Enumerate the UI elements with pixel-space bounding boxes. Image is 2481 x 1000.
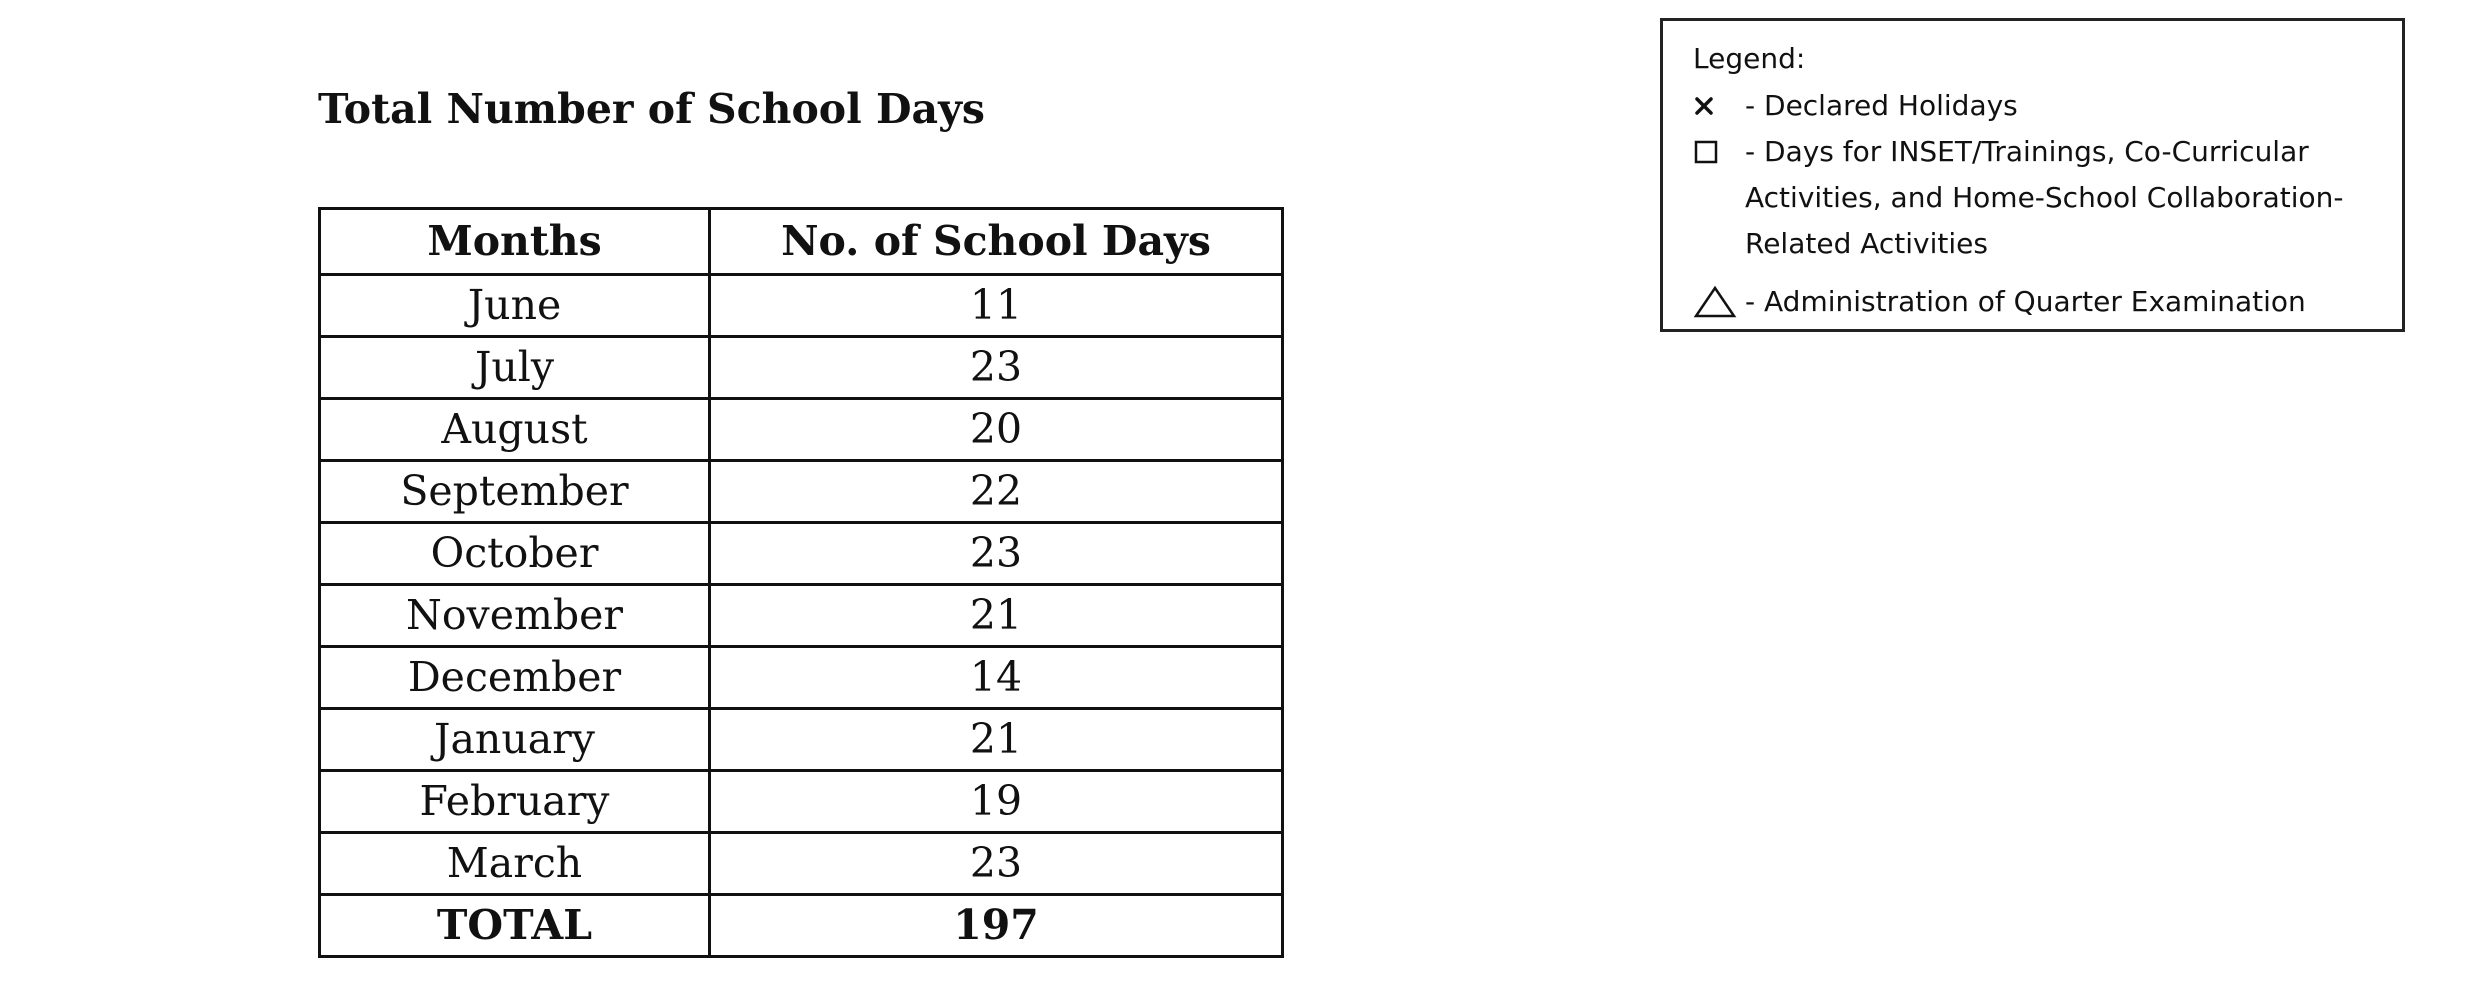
school-days-cell: 14 (710, 647, 1283, 709)
column-header-school-days: No. of School Days (710, 209, 1283, 275)
legend-item-text: - Administration of Quarter Examination (1745, 285, 2306, 318)
month-cell: September (320, 461, 710, 523)
month-cell: October (320, 523, 710, 585)
page-title: Total Number of School Days (318, 85, 986, 133)
school-days-cell: 22 (710, 461, 1283, 523)
legend-item-declared-holidays (1693, 83, 2374, 129)
legend-title: Legend: (1693, 42, 1806, 75)
table-row (320, 523, 1283, 585)
school-days-cell: 21 (710, 585, 1283, 647)
column-header-months: Months (320, 209, 710, 275)
table-row (320, 275, 1283, 337)
table-header-row (320, 209, 1283, 275)
month-cell: July (320, 337, 710, 399)
month-cell: March (320, 833, 710, 895)
school-days-cell: 11 (710, 275, 1283, 337)
month-cell: December (320, 647, 710, 709)
triangle-icon (1693, 279, 1745, 325)
table-row (320, 709, 1283, 771)
legend-item-inset-trainings (1693, 129, 2374, 267)
total-label: TOTAL (320, 895, 710, 957)
school-days-cell: 20 (710, 399, 1283, 461)
legend-item-quarter-examination (1693, 279, 2374, 325)
table-row (320, 337, 1283, 399)
total-row (320, 895, 1283, 957)
square-icon (1693, 129, 1745, 175)
school-days-cell: 21 (710, 709, 1283, 771)
table-row (320, 585, 1283, 647)
total-school-days: 197 (710, 895, 1283, 957)
legend (1660, 18, 2405, 332)
month-cell: November (320, 585, 710, 647)
school-days-cell: 23 (710, 833, 1283, 895)
legend-item-text: - Declared Holidays (1745, 89, 2018, 122)
month-cell: June (320, 275, 710, 337)
school-days-cell: 23 (710, 523, 1283, 585)
school-days-table (318, 207, 1284, 958)
legend-item-text: - Days for INSET/Trainings, Co-Curricular Activities, and Home-School Collaboration-Related Activities (1745, 135, 2344, 260)
school-days-cell: 23 (710, 337, 1283, 399)
table-row (320, 833, 1283, 895)
table-row (320, 647, 1283, 709)
table-row (320, 399, 1283, 461)
x-icon (1693, 83, 1745, 129)
month-cell: August (320, 399, 710, 461)
table-row (320, 771, 1283, 833)
month-cell: January (320, 709, 710, 771)
table-row (320, 461, 1283, 523)
school-days-cell: 19 (710, 771, 1283, 833)
month-cell: February (320, 771, 710, 833)
